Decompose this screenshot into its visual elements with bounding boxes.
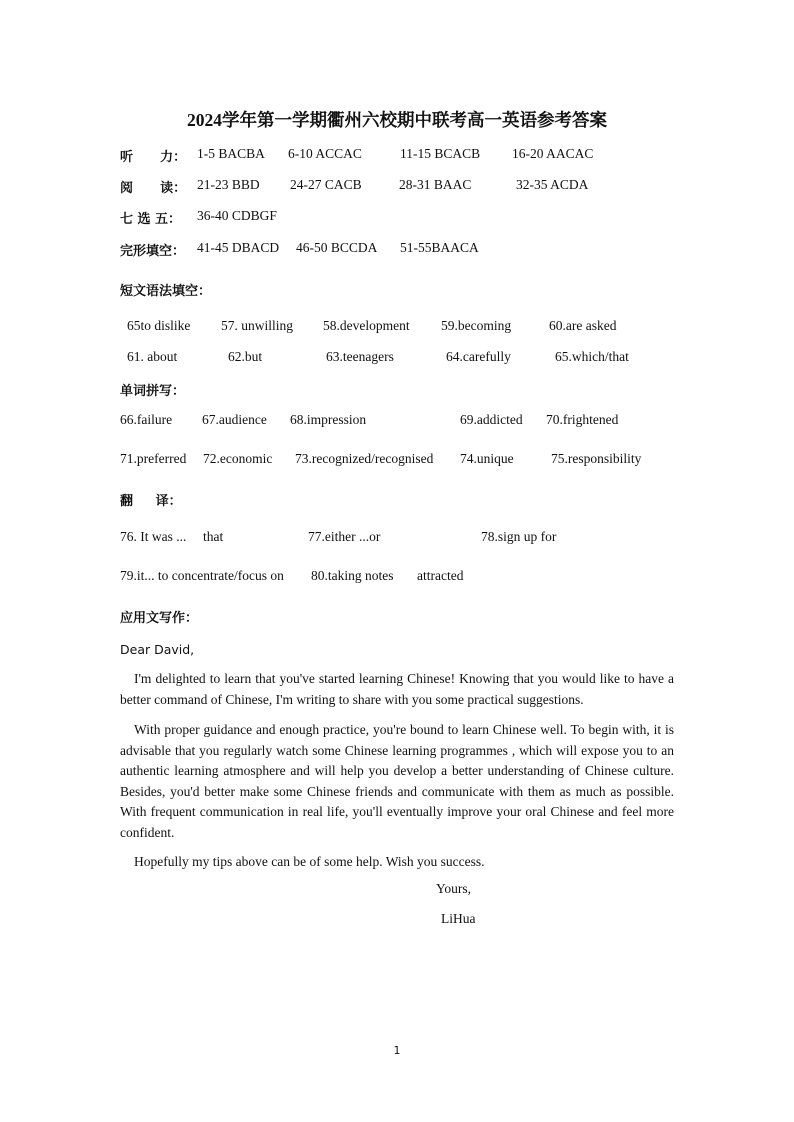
- translation-label: 翻 译：: [120, 494, 182, 509]
- grammar-answer: 64.carefully: [446, 349, 511, 364]
- listening-answer-4: 16-20 AACAC: [512, 146, 594, 161]
- spelling-answer: 67.audience: [202, 412, 267, 427]
- spelling-answer: 72.economic: [203, 451, 273, 466]
- spelling-answer: 69.addicted: [460, 412, 523, 427]
- letter-signature: LiHua: [441, 911, 476, 926]
- spelling-answer: 70.frightened: [546, 412, 619, 427]
- grammar-answer: 62.but: [228, 349, 263, 364]
- spelling-answer: 66.failure: [120, 412, 173, 427]
- listening-answer-3: 11-15 BCACB: [400, 146, 481, 161]
- cloze-answer-3: 51-55BAACA: [400, 240, 479, 255]
- seven-choice-answer: 36-40 CDBGF: [197, 208, 277, 223]
- spelling-answer: 68.impression: [290, 412, 367, 427]
- reading-answer-2: 24-27 CACB: [290, 177, 362, 192]
- grammar-answer: 63.teenagers: [326, 349, 394, 364]
- spelling-answer: 74.unique: [460, 451, 514, 466]
- page-title: 2024学年第一学期衢州六校期中联考高一英语参考答案: [187, 110, 607, 130]
- letter-greeting: Dear David,: [120, 642, 195, 657]
- spelling-answer: 75.responsibility: [551, 451, 642, 466]
- cloze-answer-1: 41-45 DBACD: [197, 240, 280, 255]
- grammar-answer: 65.which/that: [555, 349, 629, 364]
- listening-label: 听 力：: [120, 150, 187, 165]
- cloze-answer-2: 46-50 BCCDA: [296, 240, 378, 255]
- listening-answer-1: 1-5 BACBA: [197, 146, 265, 161]
- reading-answer-1: 21-23 BBD: [197, 177, 260, 192]
- spelling-answer: 73.recognized/recognised: [295, 451, 434, 466]
- translation-answer: 80.taking notes: [311, 568, 394, 583]
- grammar-label: 短文语法填空：: [120, 284, 212, 299]
- writing-label: 应用文写作：: [120, 611, 199, 626]
- grammar-answer: 65to dislike: [127, 318, 191, 333]
- grammar-answer: 57. unwilling: [221, 318, 294, 333]
- spelling-label: 单词拼写：: [120, 384, 186, 399]
- spelling-answer: 71.preferred: [120, 451, 187, 466]
- letter-paragraph: I'm delighted to learn that you've started learning Chinese! Knowing that you would like to have a better command of Chinese, I'm writing to share with you some practical suggestions.: [120, 671, 674, 707]
- translation-answer: 79.it... to concentrate/focus on: [120, 568, 284, 583]
- translation-answer: that: [203, 529, 224, 544]
- reading-answer-3: 28-31 BAAC: [399, 177, 472, 192]
- grammar-answer: 61. about: [127, 349, 178, 364]
- translation-answer: 76. It was ...: [120, 529, 187, 544]
- letter-closing: Yours,: [436, 881, 472, 896]
- page-number: 1: [393, 1044, 401, 1057]
- letter-paragraph: Hopefully my tips above can be of some help. Wish you success.: [134, 854, 485, 869]
- cloze-label: 完形填空：: [120, 244, 186, 259]
- translation-answer: attracted: [417, 568, 464, 583]
- letter-paragraph: With proper guidance and enough practice, you're bound to learn Chinese well. To begin with, it is advisable that you regularly watch some Chinese learning programmes , which will expose you to an authentic learning atmosphere and will help you develop a better understanding of Chinese culture. Besides, you'd better make some Chinese friends and communicate with them as much as possible. With frequent communication in real life, you'll eventually improve your oral Chinese and feel more confident.: [120, 722, 674, 840]
- grammar-answer: 59.becoming: [441, 318, 512, 333]
- listening-answer-2: 6-10 ACCAC: [288, 146, 362, 161]
- grammar-answer: 60.are asked: [549, 318, 617, 333]
- seven-choice-label: 七 选 五：: [120, 212, 182, 227]
- grammar-answer: 58.development: [323, 318, 410, 333]
- reading-label: 阅 读：: [120, 181, 187, 196]
- translation-answer: 77.either ...or: [308, 529, 381, 544]
- translation-answer: 78.sign up for: [481, 529, 557, 544]
- reading-answer-4: 32-35 ACDA: [516, 177, 589, 192]
